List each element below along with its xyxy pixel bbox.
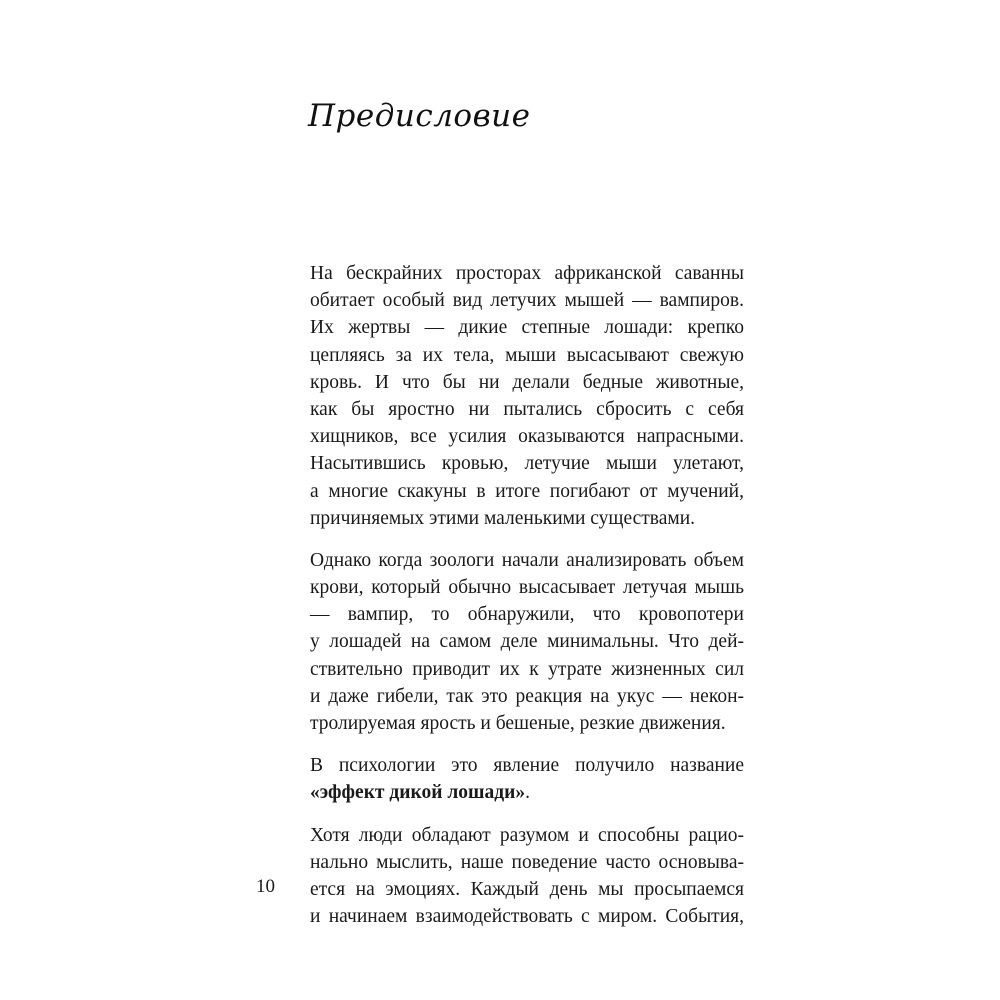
paragraph-4 [310, 822, 744, 931]
text-line: Их жертвы — дикие степные лошади: крепко [310, 317, 744, 339]
text-line: ствительно приводит их к утрате жизненных сил [310, 658, 744, 680]
text-line: В психологии это явление получило название [310, 755, 744, 777]
sentence-end: . [525, 782, 530, 804]
text-line: обитает особый вид летучих мышей — вампиров. [310, 290, 744, 312]
paragraph-1 [310, 260, 744, 532]
text-line: Насытившись кровью, летучие мыши улетают, [310, 453, 744, 475]
text-line: нально мыслить, наше поведение часто основыва- [310, 851, 744, 873]
body-text [310, 260, 744, 945]
text-line: Однако когда зоологи начали анализировать объем [310, 549, 744, 571]
text-line: а многие скакуны в итоге погибают от мучений, [310, 480, 744, 502]
emphasized-term: «эффект дикой лошади» [310, 782, 526, 804]
text-line: как бы яростно ни пытались сбросить с себя [310, 398, 744, 420]
text-line: Хотя люди обладают разумом и способны рацио- [310, 824, 744, 846]
text-line: тролируемая ярость и бешеные, резкие движения. [310, 713, 726, 734]
text-line: цепляясь за их тела, мыши высасывают свежую [310, 344, 744, 366]
text-line: крови, который обычно высасывает летучая мышь [310, 577, 744, 599]
text-line: ется на эмоциях. Каждый день мы просыпаемся [310, 878, 744, 900]
text-line: и начинаем взаимодействовать с миром. События, [310, 906, 744, 928]
paragraph-3 [310, 752, 744, 806]
text-line: у лошадей на самом деле минимальны. Что дей- [310, 631, 744, 653]
text-line: На бескрайних просторах африканской саванны [310, 263, 744, 284]
paragraph-2 [310, 547, 744, 737]
text-line: хищников, все усилия оказываются напрасными. [310, 426, 744, 448]
text-line: кровь. И что бы ни делали бедные животные, [310, 371, 744, 393]
chapter-title: Предисловие [308, 98, 531, 134]
text-line: причиняемых этими маленькими существами. [310, 507, 696, 529]
page-number: 10 [256, 876, 275, 897]
text-line [310, 779, 744, 806]
text-line: и даже гибели, так это реакция на укус — некон- [310, 685, 744, 707]
text-line: — вампир, то обнаружили, что кровопотери [310, 604, 744, 626]
